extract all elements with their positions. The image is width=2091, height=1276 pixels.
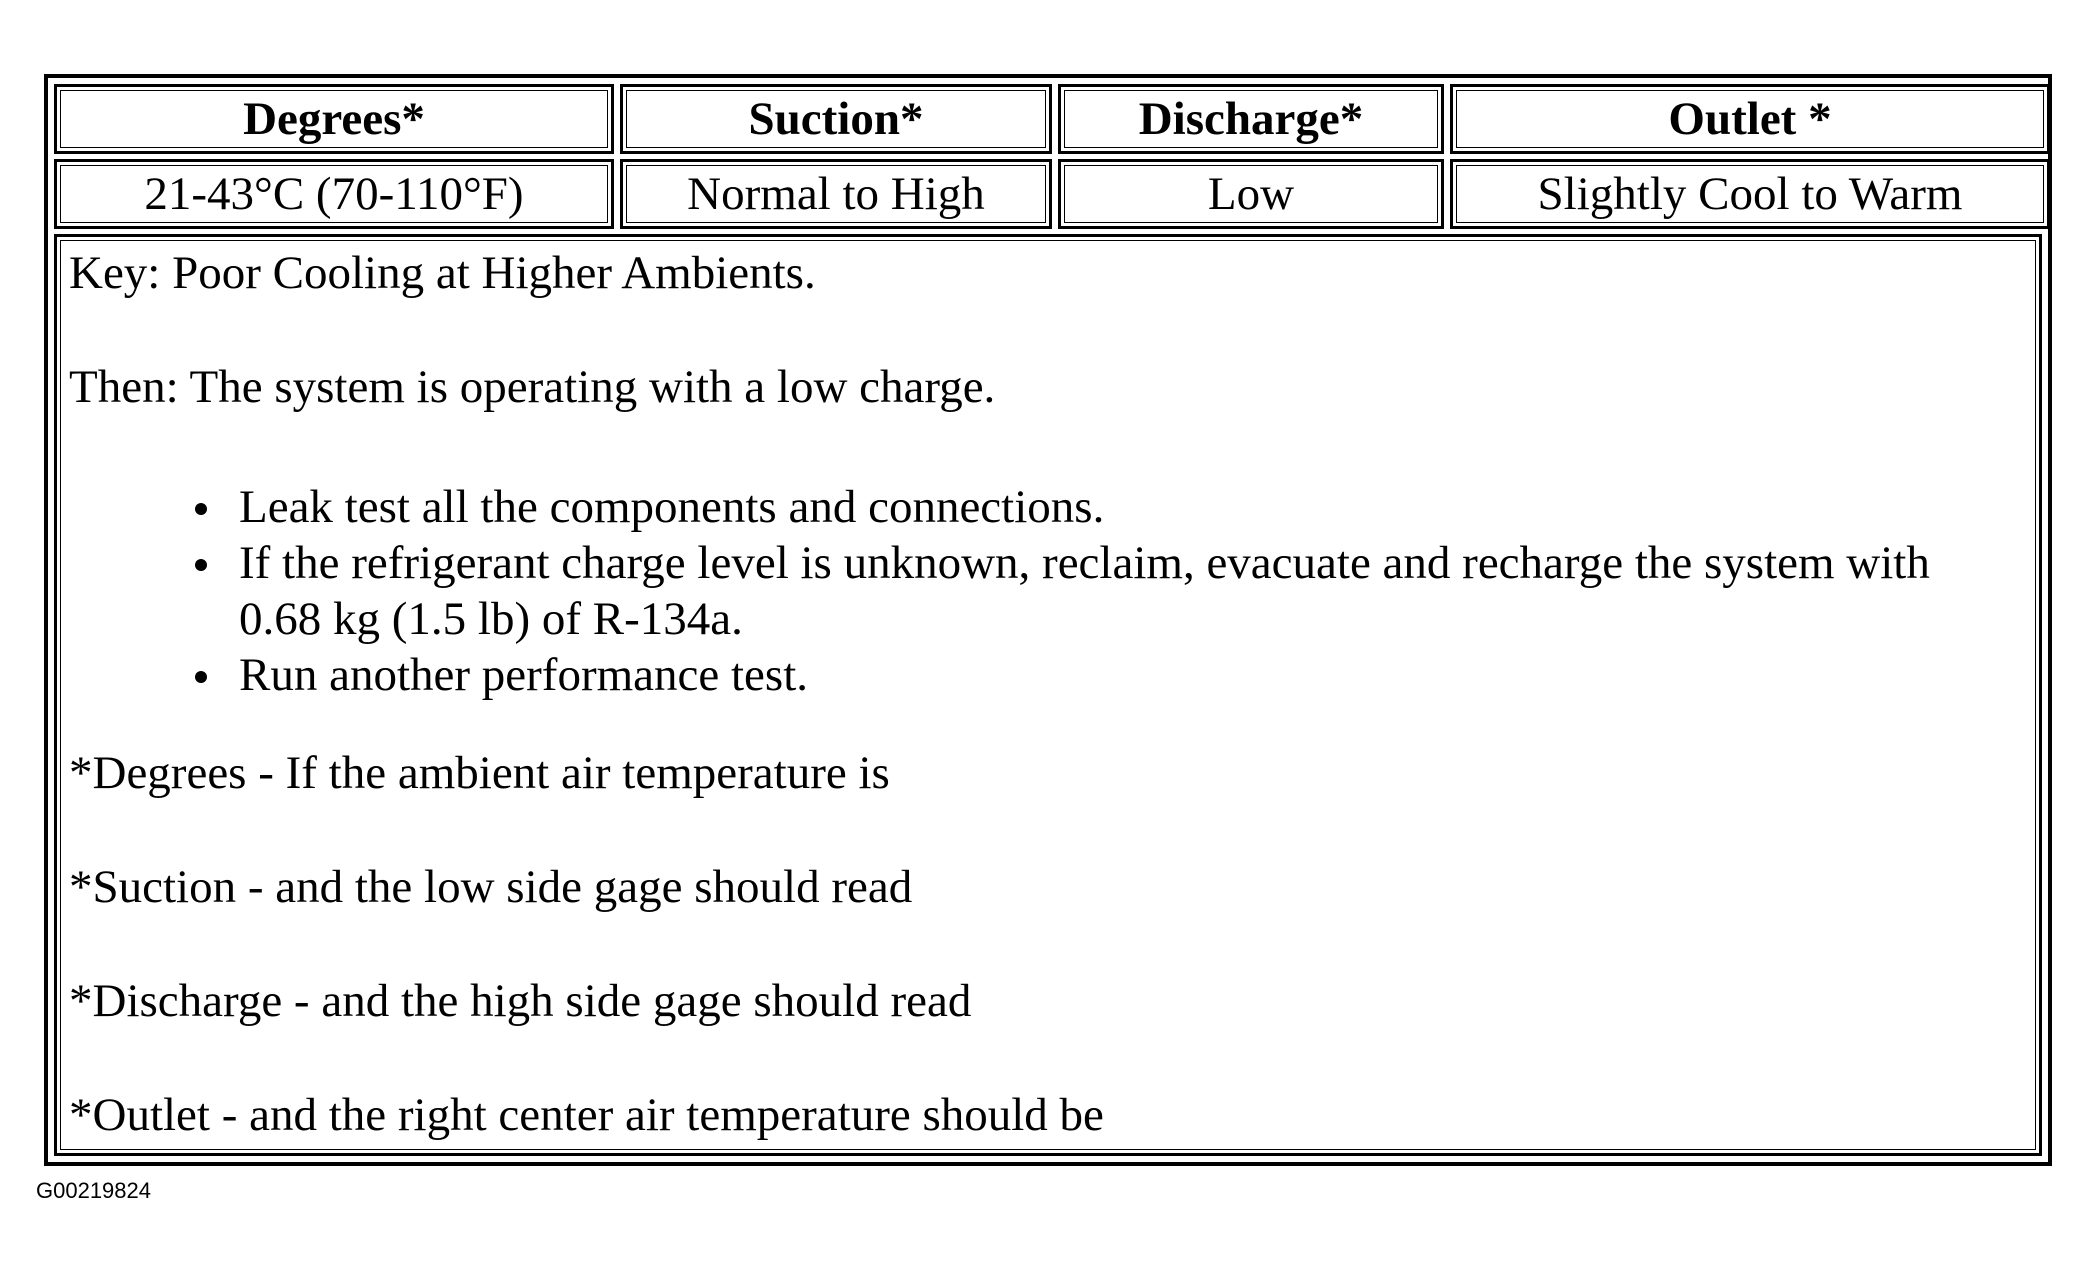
cell-suction-value: Normal to High [620, 159, 1052, 229]
cell-degrees-value: 21-43°C (70-110°F) [54, 159, 614, 229]
then-line: Then: The system is operating with a low charge. [69, 361, 996, 413]
header-discharge: Discharge* [1058, 84, 1444, 154]
footnote-discharge: *Discharge - and the high side gage should read [69, 975, 972, 1027]
action-list [137, 479, 2037, 703]
footnote-suction: *Suction - and the low side gage should read [69, 861, 913, 913]
bullet-icon [195, 671, 207, 683]
footnote-outlet: *Outlet - and the right center air temperature should be [69, 1089, 1104, 1141]
bullet-icon [195, 503, 207, 515]
header-degrees: Degrees* [54, 84, 614, 154]
figure-id: G00219824 [36, 1178, 151, 1203]
header-outlet: Outlet * [1450, 84, 2050, 154]
list-item: Run another performance test. [137, 647, 2037, 703]
diagnostic-table [44, 74, 2052, 1166]
notes-box [54, 234, 2042, 1156]
bullet-icon [195, 559, 207, 571]
key-line: Key: Poor Cooling at Higher Ambients. [69, 247, 816, 299]
table-inner [54, 84, 2042, 1156]
cell-discharge-value: Low [1058, 159, 1444, 229]
list-item: If the refrigerant charge level is unknown, reclaim, evacuate and recharge the system with 0.68 kg (1.5 lb) of R-134a. [137, 535, 2037, 647]
footnote-degrees: *Degrees - If the ambient air temperature is [69, 747, 890, 799]
header-suction: Suction* [620, 84, 1052, 154]
cell-outlet-value: Slightly Cool to Warm [1450, 159, 2050, 229]
list-item: Leak test all the components and connections. [137, 479, 2037, 535]
